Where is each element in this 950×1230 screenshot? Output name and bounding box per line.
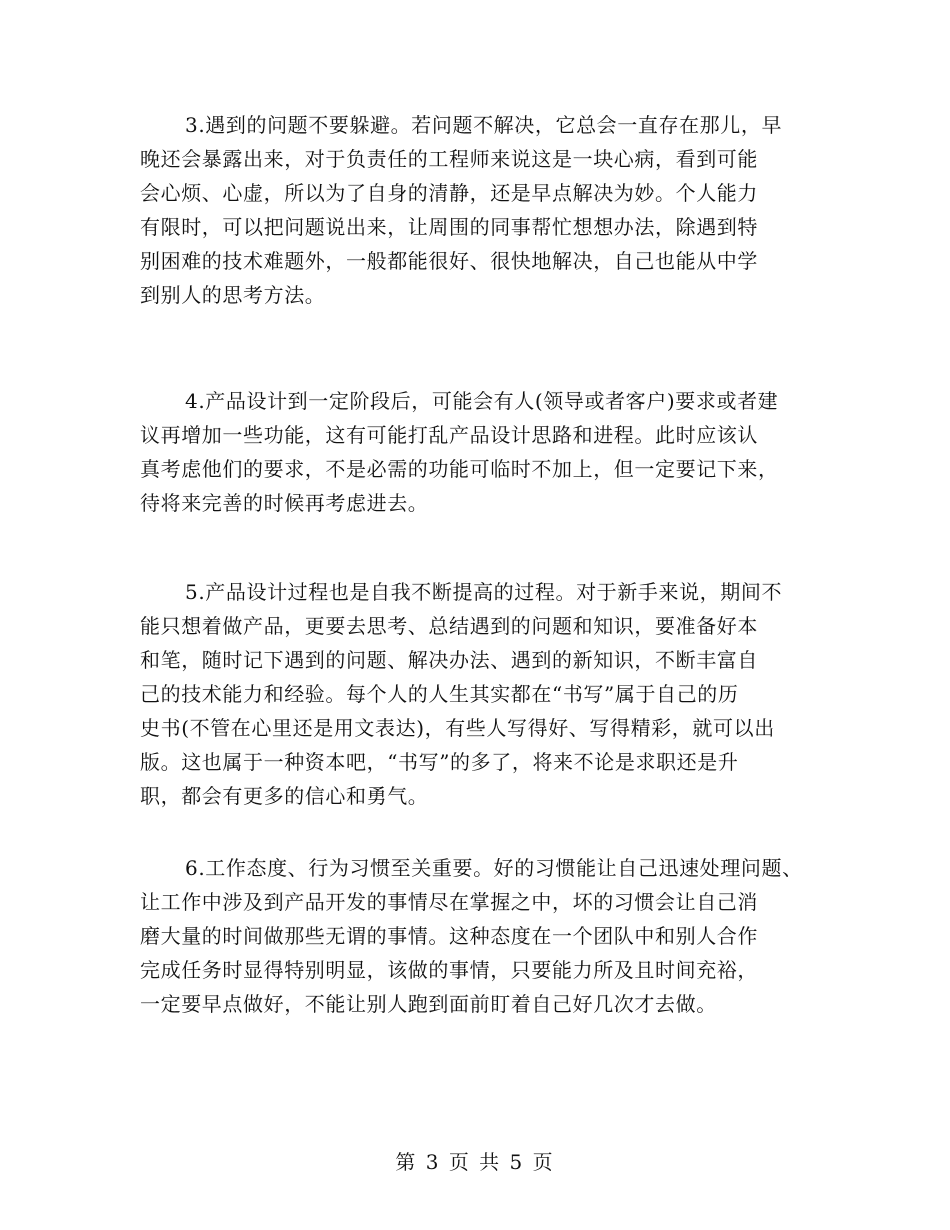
paragraph-line: 4.产品设计到一定阶段后，可能会有人(领导或者客户)要求或者建 (185, 389, 779, 413)
paragraph-line: 会心烦、心虚，所以为了自身的清静，还是早点解决为妙。个人能力 (140, 181, 758, 205)
paragraph-line: 和笔，随时记下遇到的问题、解决办法、遇到的新知识，不断丰富自 (140, 648, 758, 672)
paragraph-line: 让工作中涉及到产品开发的事情尽在掌握之中，坏的习惯会让自己消 (140, 890, 758, 914)
paragraph-line: 到别人的思考方法。 (140, 283, 326, 307)
paragraph-line: 3.遇到的问题不要躲避。若问题不解决，它总会一直存在那儿，早 (185, 113, 783, 137)
paragraph-line: 己的技术能力和经验。每个人的人生其实都在“书写”属于自己的历 (140, 682, 739, 706)
paragraph-line: 职，都会有更多的信心和勇气。 (140, 784, 429, 808)
paragraph-3 (140, 108, 830, 312)
paragraph-line: 磨大量的时间做那些无谓的事情。这种态度在一个团队中和别人合作 (140, 924, 758, 948)
paragraph-6 (140, 851, 830, 1021)
paragraph-line: 史书(不管在心里还是用文表达)，有些人写得好、写得精彩，就可以出 (140, 716, 775, 740)
paragraph-line: 晚还会暴露出来，对于负责任的工程师来说这是一块心病，看到可能 (140, 147, 758, 171)
paragraph-line: 议再增加一些功能，这有可能打乱产品设计思路和进程。此时应该认 (140, 423, 758, 447)
paragraph-line: 完成任务时显得特别明显，该做的事情，只要能力所及且时间充裕， (140, 958, 758, 982)
paragraph-line: 待将来完善的时候再考虑进去。 (140, 491, 429, 515)
paragraph-5 (140, 575, 830, 813)
page-number-footer: 第 3 页 共 5 页 (395, 1150, 555, 1174)
paragraph-line: 5.产品设计过程也是自我不断提高的过程。对于新手来说，期间不 (185, 580, 783, 604)
paragraph-line: 有限时，可以把问题说出来，让周围的同事帮忙想想办法，除遇到特 (140, 215, 758, 239)
paragraph-line: 别困难的技术难题外，一般都能很好、很快地解决，自己也能从中学 (140, 249, 758, 273)
paragraph-line: 版。这也属于一种资本吧，“书写”的多了，将来不论是求职还是升 (140, 750, 739, 774)
paragraph-line: 一定要早点做好，不能让别人跑到面前盯着自己好几次才去做。 (140, 992, 717, 1016)
paragraph-4 (140, 384, 830, 520)
paragraph-line: 能只想着做产品，更要去思考、总结遇到的问题和知识，要准备好本 (140, 614, 758, 638)
paragraph-line: 6.工作态度、行为习惯至关重要。好的习惯能让自己迅速处理问题、 (185, 856, 803, 880)
paragraph-line: 真考虑他们的要求，不是必需的功能可临时不加上，但一定要记下来， (140, 457, 779, 481)
